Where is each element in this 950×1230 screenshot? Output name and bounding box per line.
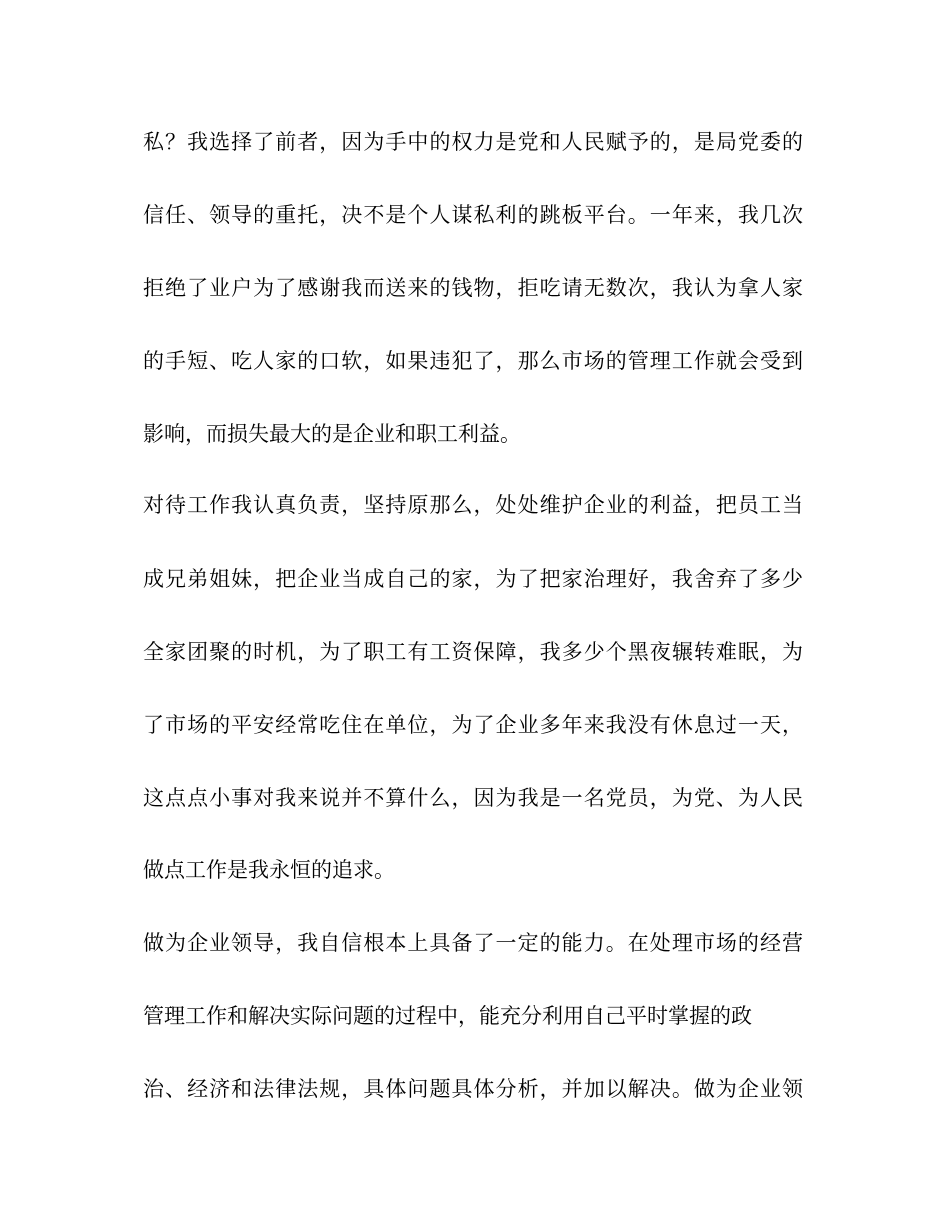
text-line-2: 信任、领导的重托，决不是个人谋私利的跳板平台。一年来，我几次 — [143, 203, 803, 227]
text-line-14: 治、经济和法律法规，具体问题具体分析，并加以解决。做为企业领 — [143, 1077, 803, 1101]
text-line-11: 做点工作是我永恒的追求。 — [143, 858, 395, 882]
text-line-13: 管理工作和解决实际问题的过程中，能充分利用自己平时掌握的政 — [143, 1004, 752, 1028]
text-line-1: 私？我选择了前者，因为手中的权力是党和人民赋予的，是局党委的 — [143, 130, 803, 154]
text-line-9: 了市场的平安经常吃住在单位，为了企业多年来我没有休息过一天， — [143, 713, 803, 737]
text-line-10: 这点点小事对我来说并不算什么，因为我是一名党员，为党、为人民 — [143, 786, 803, 810]
text-line-3: 拒绝了业户为了感谢我而送来的钱物，拒吃请无数次，我认为拿人家 — [143, 276, 803, 300]
text-line-12: 做为企业领导，我自信根本上具备了一定的能力。在处理市场的经营 — [143, 931, 803, 955]
text-line-7: 成兄弟姐妹，把企业当成自己的家，为了把家治理好，我舍弃了多少 — [143, 567, 803, 591]
text-line-4: 的手短、吃人家的口软，如果违犯了，那么市场的管理工作就会受到 — [143, 349, 803, 373]
text-line-5: 影响，而损失最大的是企业和职工利益。 — [143, 422, 521, 446]
text-line-8: 全家团聚的时机，为了职工有工资保障，我多少个黑夜辗转难眠，为 — [143, 640, 803, 664]
text-line-6: 对待工作我认真负责，坚持原那么，处处维护企业的利益，把员工当 — [143, 493, 803, 517]
